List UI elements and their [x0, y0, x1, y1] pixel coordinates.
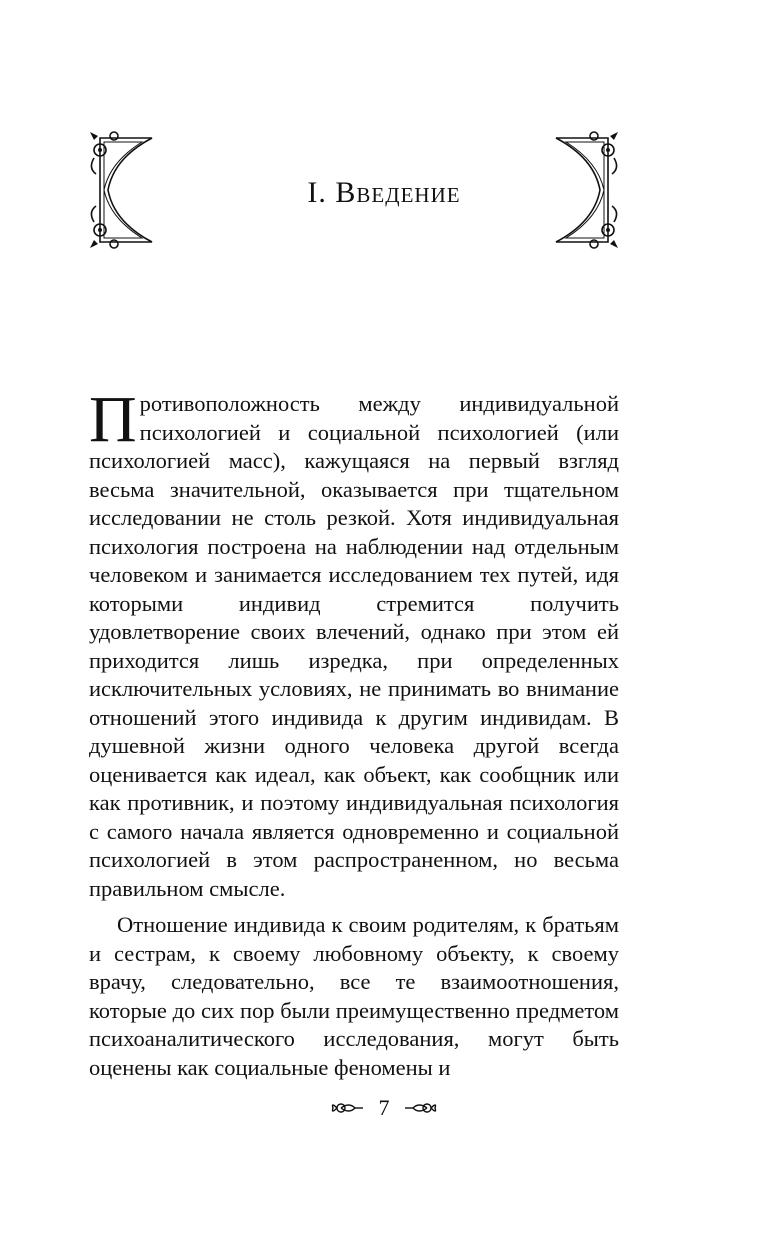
drop-cap: П [89, 383, 137, 456]
page-folio [0, 1093, 768, 1121]
right-flourish-icon [403, 1100, 439, 1116]
paragraph-1-text: ротивоположность между индивидуальной психологией и социальной психологией (или психологией масс), кажущаяся на первый взгляд весьма значительной, оказывается при тщательном исследовании не столь резкой. Хотя индивидуальная психология построена на наблюдении над отдельным человеком и занимается исследованием тех путей, идя которыми индивид стремится получить удовлетворение своих влечений, однако при этом ей приходится лишь изредка, при определенных исключительных условиях, не принимать во внимание отношений этого индивида к другим индивидам. В душевной жизни одного человека другой всегда оценивается как идеал, как объект, как сообщник или как противник, и поэтому индивидуальная психология с самого начала является одновременно и социальной психологией в этом распространенном, но весьма правильном смысле. [89, 391, 619, 901]
paragraph-1 [89, 383, 619, 903]
paragraph-2: Отношение индивида к своим родителям, к братьям и сестрам, к своему любовному объекту, к своему врачу, следовательно, все те взаимоотношения, которые до сих пор были преимущественно предметом психоаналитического исследования, могут быть оценены как социальные феномены и [89, 912, 619, 1080]
page-number: 7 [378, 1094, 390, 1120]
chapter-body [89, 383, 619, 1082]
left-flourish-icon [329, 1100, 365, 1116]
chapter-title: I. Введение [307, 176, 461, 209]
